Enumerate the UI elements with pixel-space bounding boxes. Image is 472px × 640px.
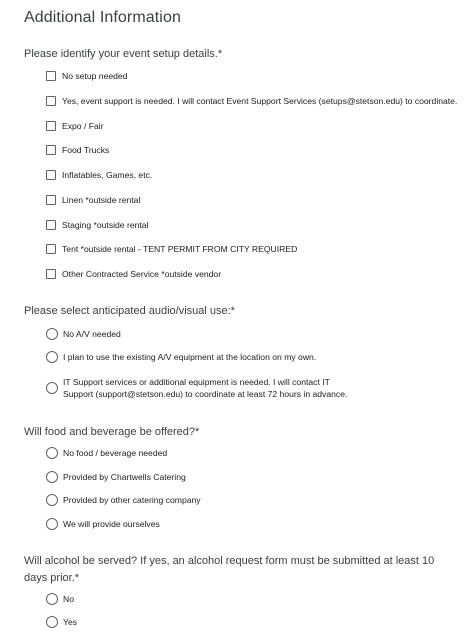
setup-option-inflatables[interactable] (46, 169, 152, 181)
section-heading: Additional Information (24, 9, 181, 26)
option-label: Yes, event support is needed. I will contact Event Support Services (setups@stetson.edu) to coordinate. (62, 96, 458, 106)
alcohol-option-yes[interactable] (46, 616, 77, 628)
option-label: Expo / Fair (62, 121, 104, 131)
option-label: IT Support services or additional equipment is needed. I will contact IT Support (support@stetson.edu) to coordinate at least 72 hours in advance. (63, 377, 348, 399)
checkbox[interactable] (46, 170, 56, 180)
radio-button[interactable] (46, 447, 58, 459)
option-label: No setup needed (62, 71, 128, 81)
checkbox[interactable] (46, 220, 56, 230)
av-question: Please select anticipated audio/visual use:* (24, 305, 235, 317)
setup-option-tent[interactable] (46, 243, 297, 255)
option-label: No food / beverage needed (63, 448, 168, 458)
radio-button[interactable] (46, 328, 58, 340)
av-option-existing[interactable] (46, 351, 316, 363)
radio-button[interactable] (46, 518, 58, 530)
option-label: Food Trucks (62, 145, 110, 155)
checkbox[interactable] (46, 96, 56, 106)
setup-question: Please identify your event setup details.* (24, 48, 223, 60)
radio-button[interactable] (46, 382, 58, 394)
checkbox[interactable] (46, 269, 56, 279)
food-question: Will food and beverage be offered?* (24, 426, 200, 438)
option-label: No (63, 594, 74, 604)
alcohol-question: Will alcohol be served? If yes, an alcohol request form must be submitted at least 10 days prior.* (24, 555, 435, 584)
checkbox[interactable] (46, 244, 56, 254)
checkbox[interactable] (46, 195, 56, 205)
option-label: Provided by other catering company (63, 495, 201, 505)
setup-option-event-support[interactable] (46, 95, 457, 107)
option-label: Staging *outside rental (62, 220, 149, 230)
option-label: Tent *outside rental - TENT PERMIT FROM CITY REQUIRED (62, 244, 298, 254)
option-label: Other Contracted Service *outside vendor (62, 269, 222, 279)
option-label: Yes (63, 617, 78, 627)
option-label: No A/V needed (63, 329, 121, 339)
radio-button[interactable] (46, 351, 58, 363)
radio-button[interactable] (46, 494, 58, 506)
food-option-none[interactable] (46, 447, 167, 459)
av-option-none[interactable] (46, 328, 121, 340)
radio-button[interactable] (46, 471, 58, 483)
option-label: Inflatables, Games, etc. (62, 170, 153, 180)
food-option-chartwells[interactable] (46, 471, 186, 483)
option-label: I plan to use the existing A/V equipment at the location on my own. (63, 352, 317, 362)
radio-button[interactable] (46, 593, 58, 605)
food-option-ourselves[interactable] (46, 518, 160, 530)
av-option-it-support[interactable] (46, 376, 353, 400)
checkbox[interactable] (46, 71, 56, 81)
setup-option-expo-fair[interactable] (46, 120, 104, 132)
option-label: We will provide ourselves (63, 519, 160, 529)
setup-option-no-setup[interactable] (46, 70, 127, 82)
option-label: Linen *outside rental (62, 195, 141, 205)
setup-option-linen[interactable] (46, 194, 140, 206)
radio-button[interactable] (46, 616, 58, 628)
setup-option-other-service[interactable] (46, 268, 221, 280)
setup-option-staging[interactable] (46, 219, 148, 231)
food-option-other-caterer[interactable] (46, 494, 201, 506)
checkbox[interactable] (46, 145, 56, 155)
option-label: Provided by Chartwells Catering (63, 472, 186, 482)
alcohol-option-no[interactable] (46, 593, 74, 605)
checkbox[interactable] (46, 121, 56, 131)
setup-option-food-trucks[interactable] (46, 144, 109, 156)
